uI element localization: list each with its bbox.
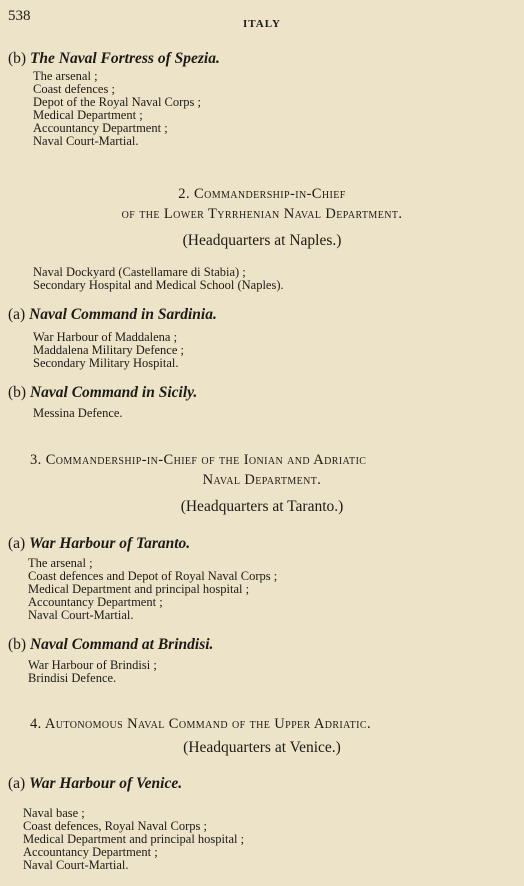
subsection-heading-spezia <box>8 50 220 68</box>
list-item: Coast defences and Depot of Royal Naval Corps ; <box>28 569 278 583</box>
subsection-letter: (a) <box>8 306 26 323</box>
list-item: The arsenal ; <box>33 69 98 83</box>
subsection-heading-brindisi <box>8 636 213 654</box>
item-list-spezia <box>33 70 201 148</box>
subsection-letter: (a) <box>8 775 26 792</box>
subsection-name: Naval Command at Brindisi. <box>29 636 214 653</box>
list-item: Naval Dockyard (Castellamare di Stabia) ; <box>33 265 246 279</box>
item-list-sardinia <box>33 331 184 370</box>
list-item: Naval Court-Martial. <box>23 858 129 872</box>
list-item: Naval Court-Martial. <box>33 134 139 148</box>
subsection-name: The Naval Fortress of Spezia. <box>29 50 220 67</box>
section-heading-4: 4. Autonomous Naval Command of the Upper Adriatic. <box>30 716 371 732</box>
list-item: Coast defences ; <box>33 82 115 96</box>
list-item: Maddalena Military Defence ; <box>33 343 184 357</box>
section-heading-2-line1: 2. Commandership-in-Chief <box>178 186 346 202</box>
headquarters-venice: (Headquarters at Venice.) <box>183 739 341 756</box>
section-heading-3-line1: 3. Commandership-in-Chief of the Ionian and Adriatic <box>30 452 367 468</box>
list-item: Medical Department and principal hospital ; <box>28 582 250 596</box>
list-item: Accountancy Department ; <box>23 845 158 859</box>
item-list-taranto <box>28 557 277 622</box>
subsection-name: War Harbour of Venice. <box>29 775 183 792</box>
list-item: Accountancy Department ; <box>33 121 168 135</box>
list-item: Messina Defence. <box>33 406 123 420</box>
item-list-brindisi <box>28 659 157 685</box>
list-item: War Harbour of Maddalena ; <box>33 330 178 344</box>
running-head: ITALY <box>242 18 282 30</box>
list-item: War Harbour of Brindisi ; <box>28 658 157 672</box>
list-item: Accountancy Department ; <box>28 595 163 609</box>
subsection-heading-sardinia <box>8 306 217 324</box>
list-item: The arsenal ; <box>28 556 93 570</box>
item-list-sicily <box>33 407 123 420</box>
list-item: Depot of the Royal Naval Corps ; <box>33 95 202 109</box>
item-list-naples <box>33 266 284 292</box>
subsection-letter: (b) <box>8 50 27 67</box>
item-list-venice <box>23 807 244 872</box>
list-item: Medical Department and principal hospital ; <box>23 832 245 846</box>
list-item: Naval base ; <box>23 806 85 820</box>
subsection-heading-venice <box>8 775 182 793</box>
list-item: Medical Department ; <box>33 108 143 122</box>
list-item: Naval Court-Martial. <box>28 608 134 622</box>
list-item: Secondary Military Hospital. <box>33 356 179 370</box>
headquarters-naples: (Headquarters at Naples.) <box>182 232 342 249</box>
subsection-heading-sicily <box>8 384 197 402</box>
section-heading-3-line2: Naval Department. <box>202 472 322 488</box>
subsection-name: Naval Command in Sardinia. <box>29 306 217 323</box>
subsection-name: Naval Command in Sicily. <box>29 384 198 401</box>
subsection-name: War Harbour of Taranto. <box>29 535 191 552</box>
subsection-letter: (b) <box>8 384 27 401</box>
list-item: Secondary Hospital and Medical School (Naples). <box>33 278 284 292</box>
page-number: 538 <box>8 8 31 24</box>
subsection-letter: (a) <box>8 535 26 552</box>
list-item: Brindisi Defence. <box>28 671 117 685</box>
headquarters-taranto: (Headquarters at Taranto.) <box>180 498 344 515</box>
list-item: Coast defences, Royal Naval Corps ; <box>23 819 207 833</box>
subsection-heading-taranto <box>8 535 190 553</box>
subsection-letter: (b) <box>8 636 27 653</box>
section-heading-2-line2: of the Lower Tyrrhenian Naval Department. <box>121 206 403 222</box>
